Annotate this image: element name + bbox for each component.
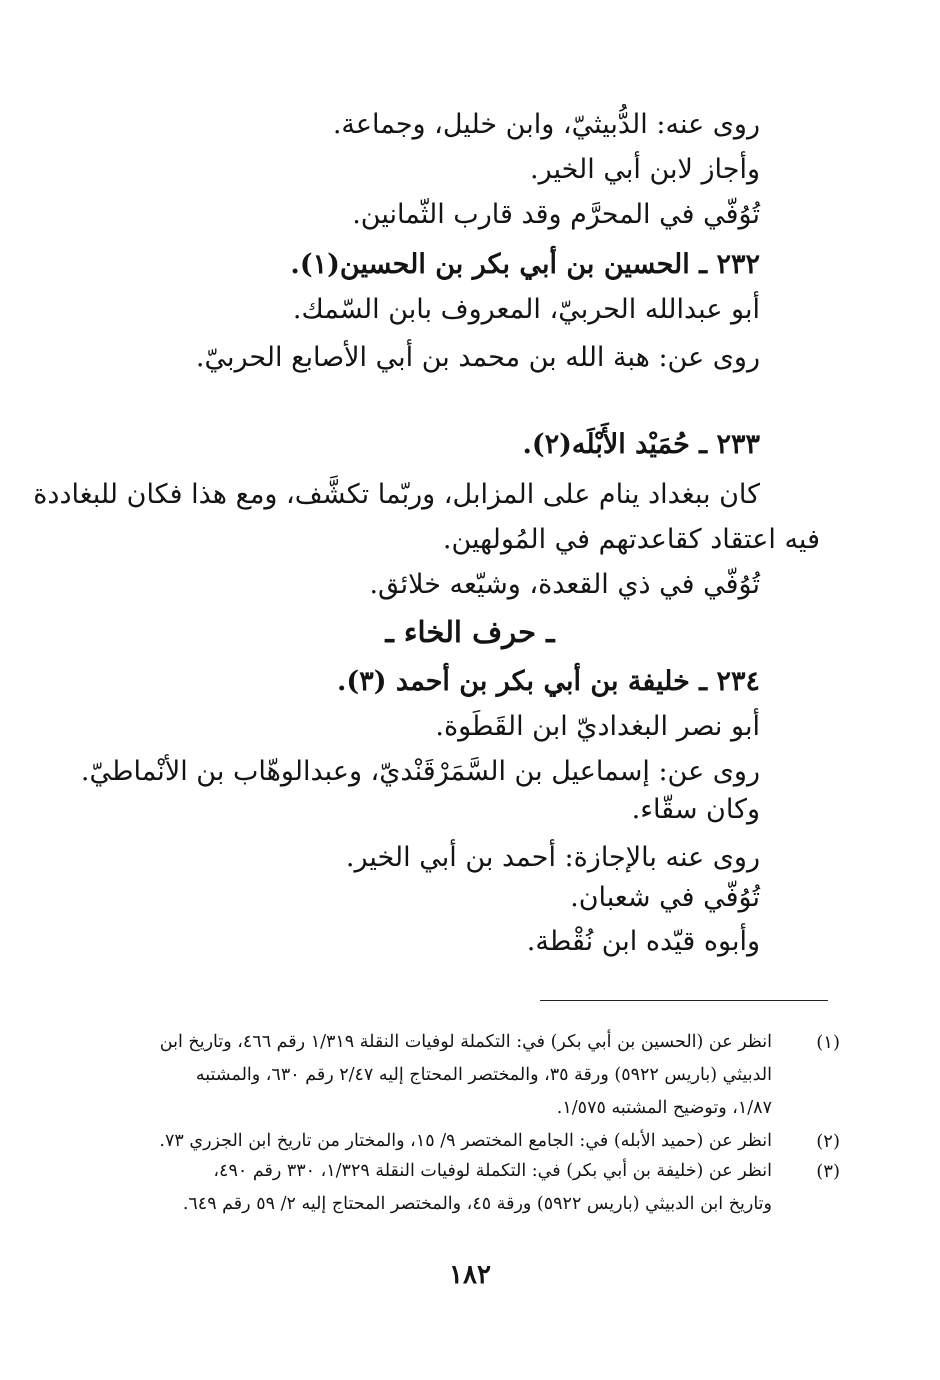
footnote-text: ١/٨٧، وتوضيح المشتبه ١/٥٧٥.	[556, 1098, 772, 1118]
footnote-number: (٢)	[816, 1131, 840, 1152]
section-heading: ـ حرف الخاء ـ	[385, 615, 555, 649]
text-line: روى عن: إسماعيل بن السَّمَرْقَنْديّ، وعبدالوهّاب بن الأنْماطيّ.	[80, 756, 760, 787]
text-line: وكان سقّاء.	[631, 794, 760, 825]
entry-heading-233: ٢٣٣ ـ حُمَيْد الأَبْلَه(٢).	[522, 429, 760, 460]
text-line: فيه اعتقاد كقاعدتهم في المُولهين.	[442, 524, 820, 555]
text-line: تُوُفّي في شعبان.	[570, 882, 760, 913]
text-line: روى عنه: الدُّبيثيّ، وابن خليل، وجماعة.	[332, 109, 760, 140]
text-line: وأجاز لابن أبي الخير.	[529, 154, 760, 185]
footnote-text: انظر عن (حميد الأبله) في: الجامع المختصر ٩/ ١٥، والمختار من تاريخ ابن الجزري ٧٣.	[159, 1131, 772, 1151]
text-line: تُوُفّي في ذي القعدة، وشيّعه خلائق.	[369, 569, 760, 600]
footnote-number: (٣)	[816, 1161, 840, 1182]
text-line: تُوُفّي في المحرَّم وقد قارب الثّمانين.	[352, 199, 760, 230]
entry-heading-234: ٢٣٤ ـ خليفة بن أبي بكر بن أحمد (٣).	[337, 666, 760, 697]
footnote-text: وتاريخ ابن الدبيثي (باريس ٥٩٢٢) ورقة ٤٥، والمختصر المحتاج إليه ٢/ ٥٩ رقم ٦٤٩.	[182, 1194, 772, 1214]
footnote-divider	[540, 1000, 828, 1001]
footnote-text: انظر عن (الحسين بن أبي بكر) في: التكملة لوفيات النقلة ١/٣١٩ رقم ٤٦٦، وتاريخ ابن	[159, 1032, 772, 1052]
footnote-number: (١)	[816, 1032, 840, 1053]
text-line: وأبوه قيّده ابن نُقْطة.	[526, 926, 760, 957]
text-line: أبو عبدالله الحربيّ، المعروف بابن السّمك.	[292, 294, 760, 325]
text-line: روى عنه بالإجازة: أحمد بن أبي الخير.	[345, 842, 760, 873]
text-line: أبو نصر البغداديّ ابن القَطَوة.	[435, 711, 760, 742]
text-line: كان ببغداد ينام على المزابل، وربّما تكشَّف، ومع هذا فكان للبغاددة	[33, 479, 760, 510]
text-line: روى عن: هبة الله بن محمد بن أبي الأصابع الحربيّ.	[195, 342, 760, 373]
entry-heading-232: ٢٣٢ ـ الحسين بن أبي بكر بن الحسين(١).	[290, 249, 760, 280]
footnote-text: انظر عن (خليفة بن أبي بكر) في: التكملة لوفيات النقلة ١/٣٢٩، ٣٣٠ رقم ٤٩٠،	[213, 1161, 772, 1181]
footnote-text: الدبيثي (باريس ٥٩٢٢) ورقة ٣٥، والمختصر المحتاج إليه ٢/٤٧ رقم ٦٣٠، والمشتبه	[195, 1065, 772, 1085]
page-number: ١٨٢	[449, 1260, 491, 1290]
